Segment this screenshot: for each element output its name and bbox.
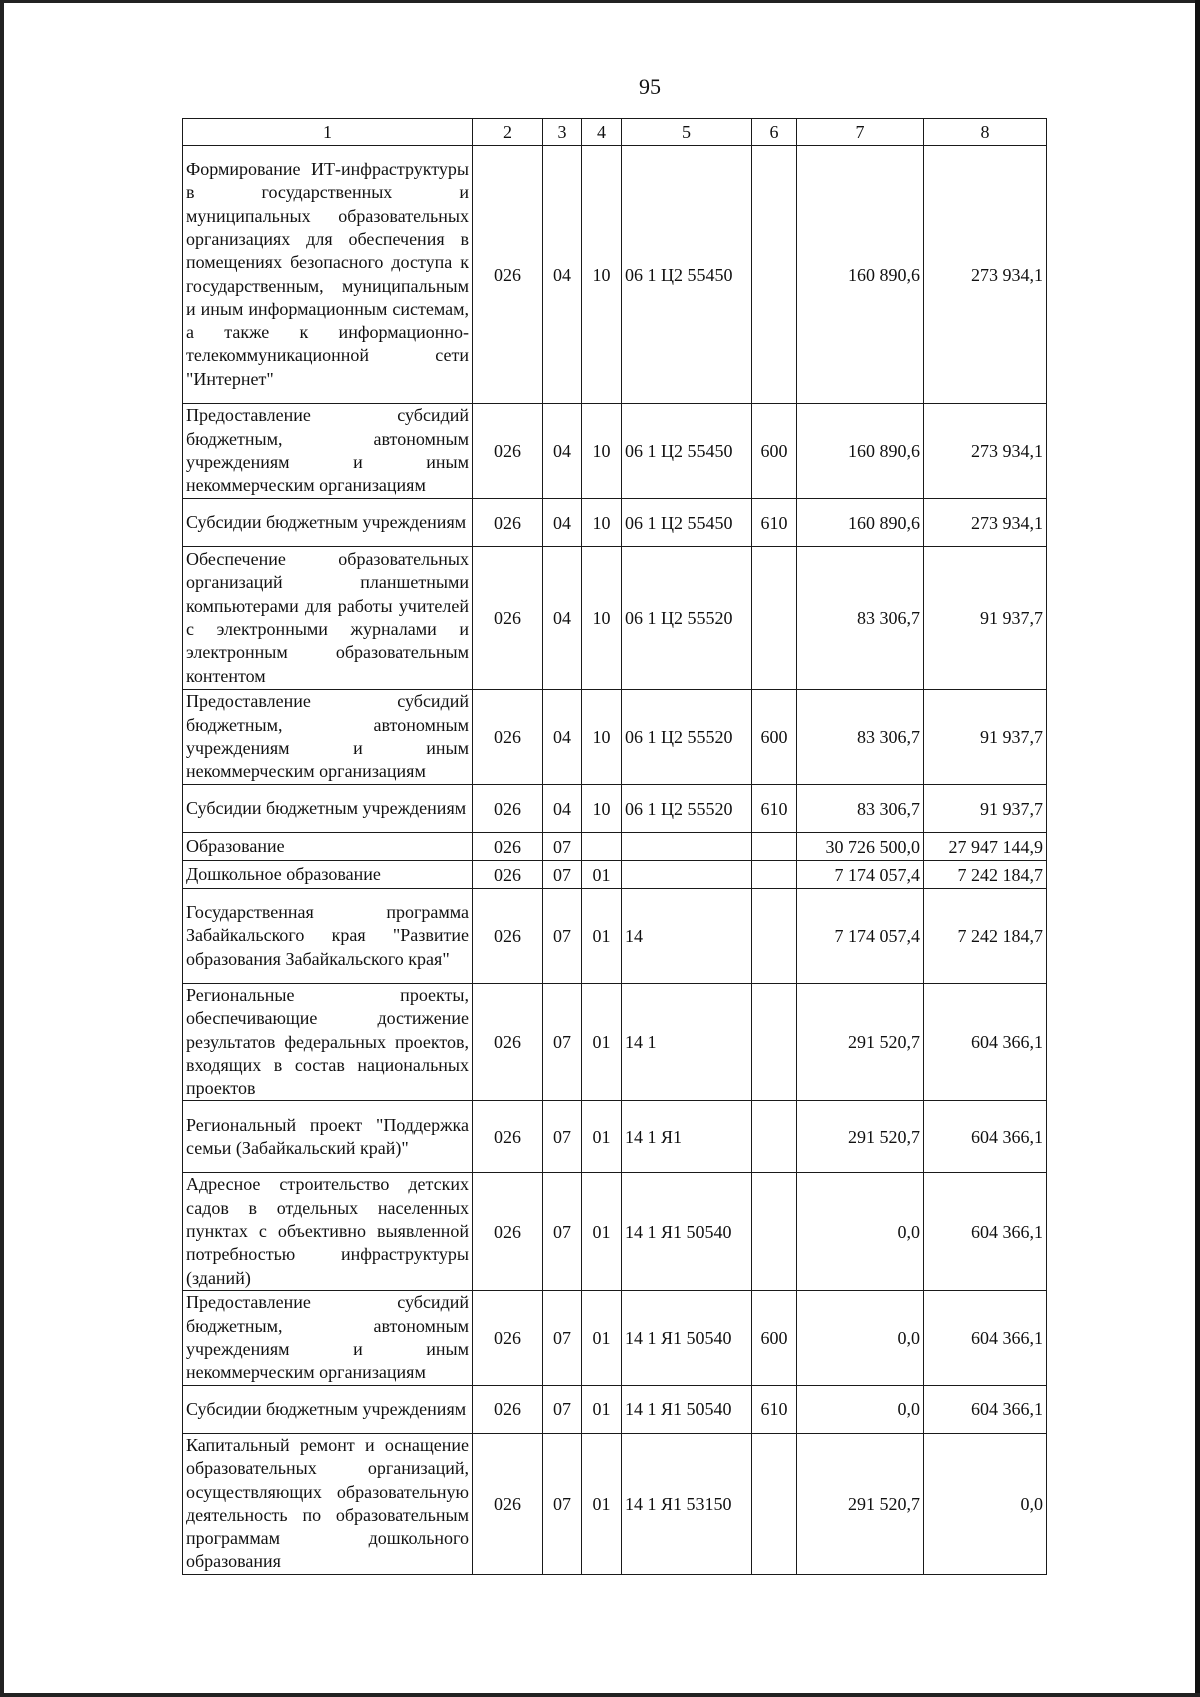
row-expense-type-code [752,833,797,861]
row-section-code: 07 [543,1101,582,1173]
row-section-code: 04 [543,404,582,499]
row-target-article-code: 06 1 Ц2 55520 [622,785,752,833]
table-row [183,1101,1047,1173]
row-amount-year-2: 27 947 144,9 [924,833,1047,861]
row-target-article-code: 06 1 Ц2 55520 [622,547,752,690]
row-amount-year-1: 0,0 [797,1385,924,1433]
row-name: Предоставление субсидий бюджетным, автономным учреждениям и иным некоммерческим организациям [183,1290,473,1385]
row-target-article-code [622,833,752,861]
row-grbs-code: 026 [473,1385,543,1433]
row-subsection-code: 10 [582,785,622,833]
row-expense-type-code: 610 [752,499,797,547]
row-amount-year-1: 291 520,7 [797,984,924,1101]
row-section-code: 07 [543,1385,582,1433]
table-body [183,146,1047,1575]
row-section-code: 07 [543,833,582,861]
column-header: 8 [924,119,1047,146]
row-target-article-code: 14 1 [622,984,752,1101]
table-row [183,547,1047,690]
row-name: Формирование ИТ-инфраструктуры в государственных и муниципальных образовательных организациях для обеспечения в помещениях безопасного доступа к государственным, муниципальным и иным информационным системам, а также к информационно-телекоммуникационной сети "Интернет" [183,146,473,404]
row-subsection-code [582,833,622,861]
row-name: Образование [183,833,473,861]
row-target-article-code: 14 1 Я1 50540 [622,1173,752,1290]
row-name: Дошкольное образование [183,861,473,889]
row-subsection-code: 01 [582,984,622,1101]
row-subsection-code: 01 [582,1433,622,1574]
table-row [183,984,1047,1101]
row-subsection-code: 10 [582,690,622,785]
row-subsection-code: 01 [582,861,622,889]
table-row [183,889,1047,984]
row-amount-year-2: 604 366,1 [924,1101,1047,1173]
row-name: Субсидии бюджетным учреждениям [183,1385,473,1433]
row-subsection-code: 01 [582,1290,622,1385]
table-row [183,1385,1047,1433]
row-grbs-code: 026 [473,1290,543,1385]
row-amount-year-1: 0,0 [797,1290,924,1385]
row-target-article-code: 06 1 Ц2 55450 [622,146,752,404]
row-amount-year-2: 91 937,7 [924,547,1047,690]
row-grbs-code: 026 [473,861,543,889]
column-header: 3 [543,119,582,146]
scan-border-left [0,0,4,1697]
row-grbs-code: 026 [473,690,543,785]
row-expense-type-code [752,547,797,690]
row-expense-type-code: 610 [752,785,797,833]
row-subsection-code: 01 [582,1385,622,1433]
row-amount-year-1: 83 306,7 [797,690,924,785]
row-amount-year-1: 83 306,7 [797,785,924,833]
row-target-article-code: 14 [622,889,752,984]
column-header: 1 [183,119,473,146]
row-name: Адресное строительство детских садов в отдельных населенных пунктах с объективно выявленной потребностью инфраструктуры (зданий) [183,1173,473,1290]
row-section-code: 07 [543,1433,582,1574]
row-section-code: 07 [543,889,582,984]
row-section-code: 07 [543,984,582,1101]
row-amount-year-2: 91 937,7 [924,785,1047,833]
column-header: 4 [582,119,622,146]
table-row [183,1173,1047,1290]
row-name: Капитальный ремонт и оснащение образовательных организаций, осуществляющих образовательную деятельность по образовательным программам дошкольного образования [183,1433,473,1574]
row-grbs-code: 026 [473,785,543,833]
row-expense-type-code [752,984,797,1101]
row-section-code: 07 [543,1173,582,1290]
row-amount-year-2: 273 934,1 [924,146,1047,404]
row-expense-type-code [752,146,797,404]
row-grbs-code: 026 [473,984,543,1101]
row-amount-year-2: 604 366,1 [924,1290,1047,1385]
row-amount-year-2: 604 366,1 [924,1173,1047,1290]
row-target-article-code: 06 1 Ц2 55450 [622,499,752,547]
row-amount-year-1: 7 174 057,4 [797,861,924,889]
row-subsection-code: 10 [582,499,622,547]
row-section-code: 04 [543,146,582,404]
row-amount-year-2: 91 937,7 [924,690,1047,785]
table-row [183,785,1047,833]
row-target-article-code: 14 1 Я1 [622,1101,752,1173]
row-target-article-code: 06 1 Ц2 55450 [622,404,752,499]
row-expense-type-code [752,1101,797,1173]
row-expense-type-code: 600 [752,690,797,785]
row-expense-type-code [752,1433,797,1574]
scan-border-top [0,0,1200,3]
scan-border-bottom [0,1693,1200,1697]
row-subsection-code: 01 [582,889,622,984]
row-name: Региональные проекты, обеспечивающие достижение результатов федеральных проектов, входящих в состав национальных проектов [183,984,473,1101]
row-target-article-code: 06 1 Ц2 55520 [622,690,752,785]
row-amount-year-2: 0,0 [924,1433,1047,1574]
row-name: Предоставление субсидий бюджетным, автономным учреждениям и иным некоммерческим организациям [183,690,473,785]
table-row [183,1433,1047,1574]
row-subsection-code: 10 [582,146,622,404]
row-subsection-code: 10 [582,547,622,690]
row-target-article-code: 14 1 Я1 53150 [622,1433,752,1574]
row-amount-year-1: 30 726 500,0 [797,833,924,861]
row-amount-year-1: 0,0 [797,1173,924,1290]
row-name: Обеспечение образовательных организаций планшетными компьютерами для работы учителей с электронными журналами и электронным образовательным контентом [183,547,473,690]
row-grbs-code: 026 [473,146,543,404]
row-expense-type-code [752,861,797,889]
row-section-code: 07 [543,1290,582,1385]
table-row [183,404,1047,499]
row-section-code: 04 [543,690,582,785]
column-header: 6 [752,119,797,146]
table-row [183,499,1047,547]
row-amount-year-1: 160 890,6 [797,499,924,547]
table-header-row [183,119,1047,146]
row-grbs-code: 026 [473,1173,543,1290]
row-subsection-code: 01 [582,1101,622,1173]
row-amount-year-1: 83 306,7 [797,547,924,690]
row-amount-year-1: 291 520,7 [797,1101,924,1173]
row-amount-year-2: 604 366,1 [924,1385,1047,1433]
column-header: 2 [473,119,543,146]
row-amount-year-1: 160 890,6 [797,404,924,499]
table-row [183,690,1047,785]
row-grbs-code: 026 [473,833,543,861]
budget-table [182,118,1047,1575]
row-grbs-code: 026 [473,1101,543,1173]
row-amount-year-2: 7 242 184,7 [924,861,1047,889]
table-row [183,833,1047,861]
row-expense-type-code [752,1173,797,1290]
row-grbs-code: 026 [473,889,543,984]
row-amount-year-2: 273 934,1 [924,499,1047,547]
row-name: Региональный проект "Поддержка семьи (Забайкальский край)" [183,1101,473,1173]
row-section-code: 04 [543,547,582,690]
row-expense-type-code [752,889,797,984]
table-row [183,146,1047,404]
page-number: 95 [639,74,661,99]
row-section-code: 07 [543,861,582,889]
row-name: Субсидии бюджетным учреждениям [183,499,473,547]
row-section-code: 04 [543,499,582,547]
row-subsection-code: 01 [582,1173,622,1290]
row-name: Предоставление субсидий бюджетным, автономным учреждениям и иным некоммерческим организациям [183,404,473,499]
row-amount-year-1: 7 174 057,4 [797,889,924,984]
row-grbs-code: 026 [473,547,543,690]
row-target-article-code: 14 1 Я1 50540 [622,1290,752,1385]
column-header: 7 [797,119,924,146]
row-name: Субсидии бюджетным учреждениям [183,785,473,833]
row-grbs-code: 026 [473,404,543,499]
row-target-article-code [622,861,752,889]
table-row [183,1290,1047,1385]
column-header: 5 [622,119,752,146]
row-subsection-code: 10 [582,404,622,499]
row-target-article-code: 14 1 Я1 50540 [622,1385,752,1433]
table-row [183,861,1047,889]
row-grbs-code: 026 [473,499,543,547]
row-amount-year-1: 291 520,7 [797,1433,924,1574]
row-amount-year-1: 160 890,6 [797,146,924,404]
row-grbs-code: 026 [473,1433,543,1574]
row-amount-year-2: 7 242 184,7 [924,889,1047,984]
row-expense-type-code: 600 [752,1290,797,1385]
row-amount-year-2: 604 366,1 [924,984,1047,1101]
budget-table-wrapper [182,118,1047,1575]
row-expense-type-code: 610 [752,1385,797,1433]
row-amount-year-2: 273 934,1 [924,404,1047,499]
row-expense-type-code: 600 [752,404,797,499]
row-name: Государственная программа Забайкальского края "Развитие образования Забайкальского края" [183,889,473,984]
scan-border-right [1195,0,1200,1697]
row-section-code: 04 [543,785,582,833]
